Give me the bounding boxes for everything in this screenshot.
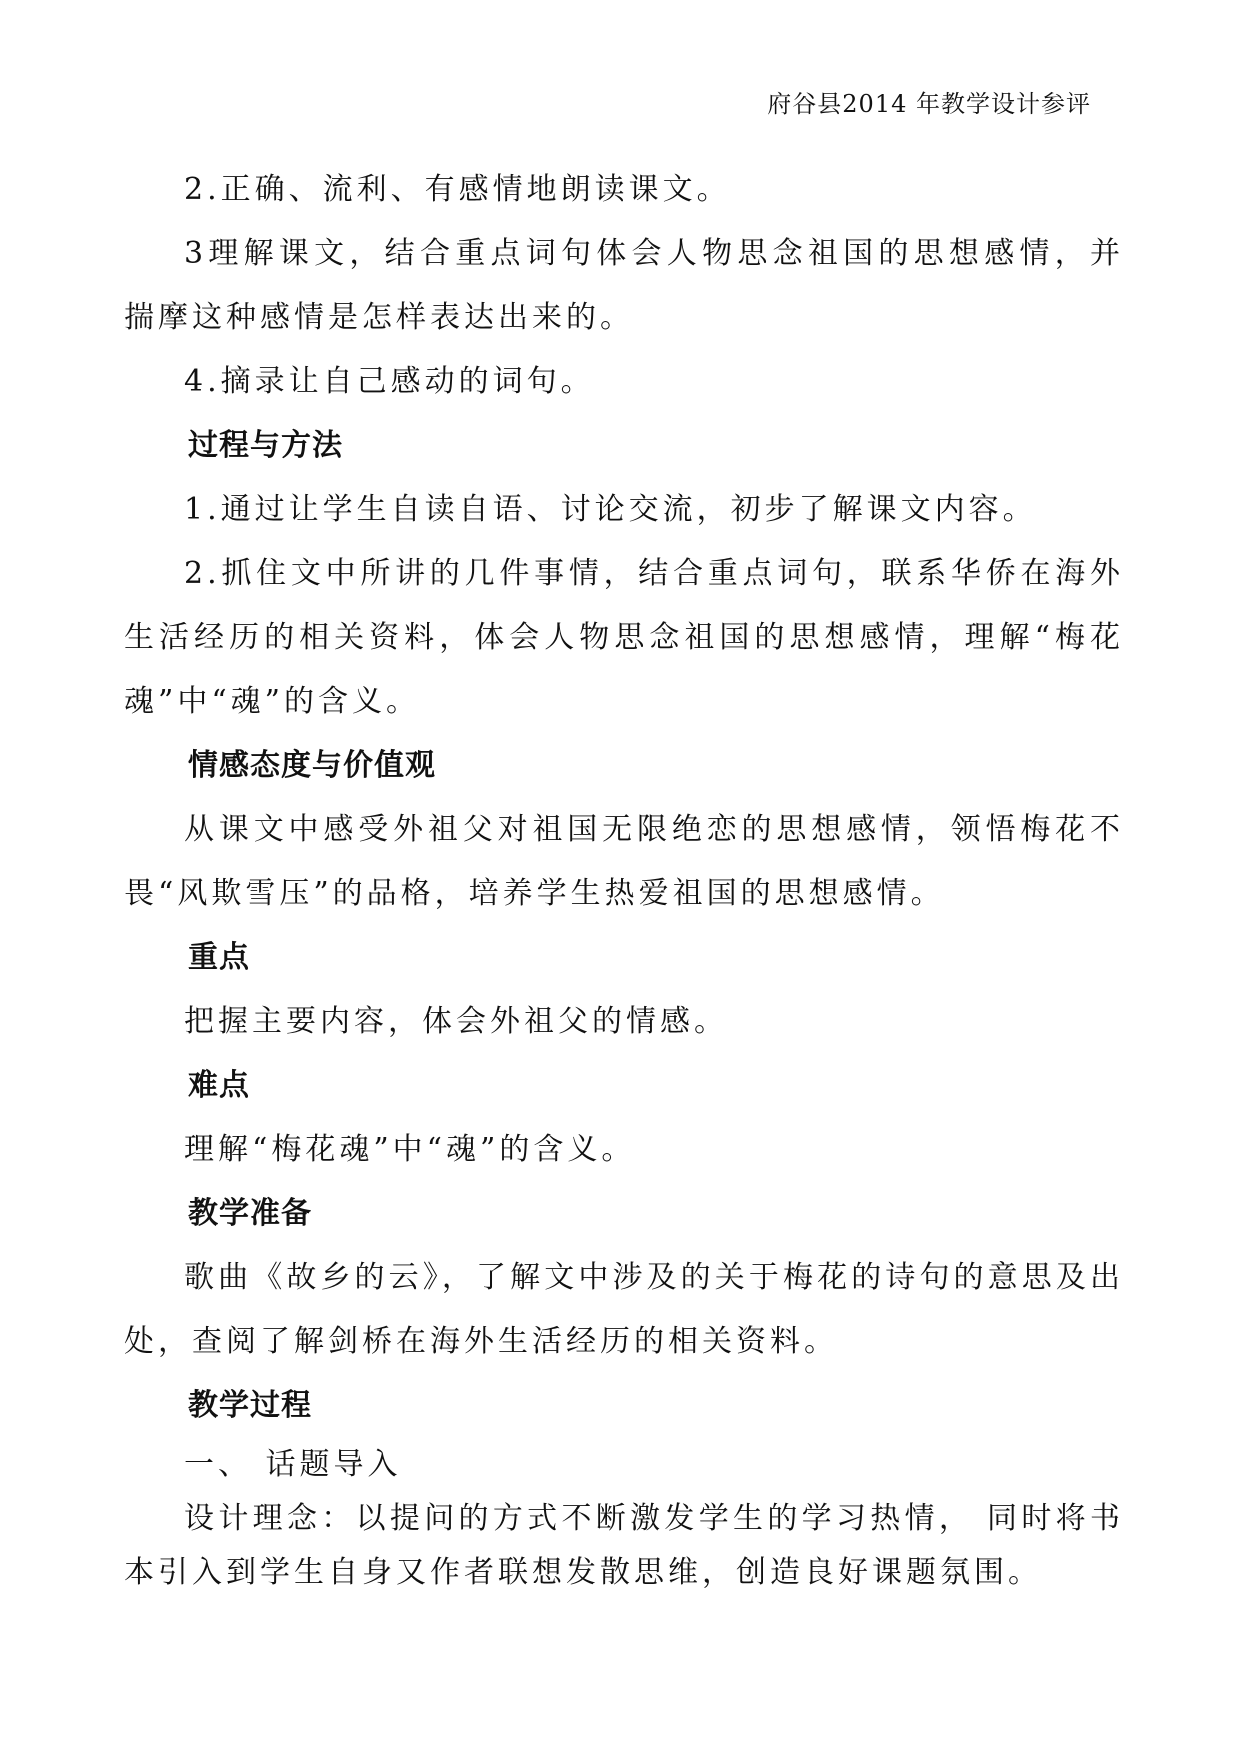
document-body — [124, 158, 1124, 1600]
paragraph: 从课文中感受外祖父对祖国无限绝恋的思想感情，领悟梅花不畏“风欺雪压”的品格，培养学生热爱祖国的思想感情。 — [124, 812, 1124, 911]
section-heading: 难点 — [188, 1068, 250, 1103]
page-header: 府谷县2014 年教学设计参评 — [767, 90, 1091, 118]
paragraph: 歌曲《故乡的云》，了解文中涉及的关于梅花的诗句的意思及出处，查阅了解剑桥在海外生活经历的相关资料。 — [124, 1260, 1124, 1359]
paragraph: 1.通过让学生自读自语、讨论交流，初步了解课文内容。 — [184, 492, 1037, 527]
paragraph: 2.正确、流利、有感情地朗读课文。 — [184, 172, 731, 207]
section-heading: 教学过程 — [188, 1388, 312, 1423]
paragraph: 4.摘录让自己感动的词句。 — [184, 364, 595, 399]
paragraph: 一、 话题导入 — [184, 1447, 402, 1482]
section-heading: 教学准备 — [188, 1196, 312, 1231]
paragraph: 理解“梅花魂”中“魂”的含义。 — [184, 1132, 636, 1167]
section-heading: 重点 — [188, 940, 250, 975]
paragraph: 把握主要内容，体会外祖父的情感。 — [184, 1004, 728, 1039]
section-heading: 过程与方法 — [188, 428, 343, 463]
paragraph: 设计理念：以提问的方式不断激发学生的学习热情， 同时将书本引入到学生自身又作者联想发散思维，创造良好课题氛围。 — [124, 1501, 1124, 1590]
paragraph: 2.抓住文中所讲的几件事情，结合重点词句，联系华侨在海外生活经历的相关资料，体会人物思念祖国的思想感情，理解“梅花魂”中“魂”的含义。 — [124, 556, 1124, 719]
section-heading: 情感态度与价值观 — [188, 748, 436, 783]
paragraph: 3理解课文，结合重点词句体会人物思念祖国的思想感情，并揣摩这种感情是怎样表达出来的。 — [124, 236, 1124, 335]
